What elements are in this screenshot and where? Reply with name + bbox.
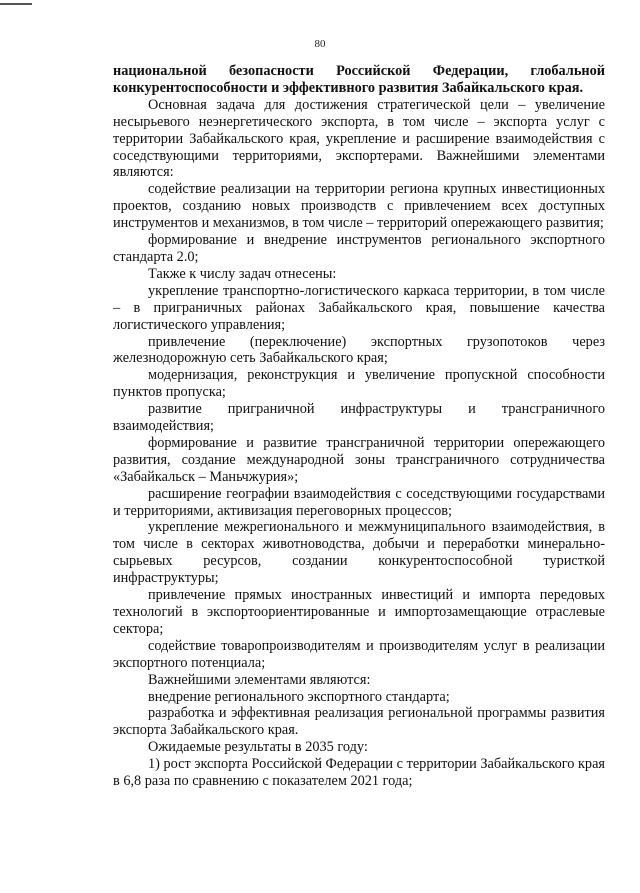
scan-corner-mark: [0, 3, 32, 5]
paragraph-19: 1) рост экспорта Российской Федерации с территории Забайкальского края в 6,8 раза по сравнению с показателем 2021 года;: [113, 756, 605, 790]
paragraph-4: формирование и внедрение инструментов регионального экспортного стандарта 2.0;: [113, 232, 605, 265]
page-number: 80: [314, 38, 326, 50]
paragraph-1: национальной безопасности Российской Федерации, глобальной конкурентоспособности и эффективного развития Забайкальского края.: [113, 63, 605, 96]
paragraph-15: Важнейшими элементами являются:: [148, 671, 371, 688]
paragraph-17: разработка и эффективная реализация региональной программы развития экспорта Забайкальского края.: [113, 705, 605, 739]
paragraph-3: содействие реализации на территории региона крупных инвестиционных проектов, созданию новых производств с привлечением всех доступных инструментов и механизмов, в том числе – территорий опережающего развития;: [113, 181, 605, 232]
paragraph-11: расширение географии взаимодействия с соседствующими государствами и территориями, активизация переговорных процессов;: [113, 485, 605, 519]
document-body: [113, 63, 605, 790]
paragraph-9: развитие приграничной инфраструктуры и трансграничного взаимодействия;: [113, 401, 605, 435]
paragraph-12: укрепление межрегионального и межмуниципального взаимодействия, в том числе в секторах животноводства, добычи и переработки минерально-сырьевых ресурсов, создании конкурентоспособной туристкой инфраструктуры;: [113, 519, 605, 587]
paragraph-6: укрепление транспортно-логистического каркаса территории, в том числе – в приграничных районах Забайкальского края, повышение качества логистического управления;: [113, 282, 605, 333]
paragraph-14: содействие товаропроизводителям и производителям услуг в реализации экспортного потенциала;: [113, 637, 605, 671]
paragraph-13: привлечение прямых иностранных инвестиций и импорта передовых технологий в экспортоориентированные и импортозамещающие отраслевые сектора;: [113, 587, 605, 637]
paragraph-18: Ожидаемые результаты в 2035 году:: [148, 739, 368, 756]
paragraph-7: привлечение (переключение) экспортных грузопотоков через железнодорожную сеть Забайкальского края;: [113, 333, 605, 367]
paragraph-16: внедрение регионального экспортного стандарта;: [148, 688, 450, 705]
paragraph-2: Основная задача для достижения стратегической цели – увеличение несырьевого неэнергетического экспорта, в том числе – экспорта услуг с территории Забайкальского края, укрепление и расширение взаимодействия с соседствующими территориями, экспортерами. Важнейшими элементами являются:: [113, 96, 605, 181]
paragraph-10: формирование и развитие трансграничной территории опережающего развития, создание международной зоны трансграничного сотрудничества «Забайкальск – Маньчжурия»;: [113, 434, 605, 485]
paragraph-5: Также к числу задач отнесены:: [148, 265, 337, 282]
paragraph-8: модернизация, реконструкция и увеличение пропускной способности пунктов пропуска;: [113, 367, 605, 401]
